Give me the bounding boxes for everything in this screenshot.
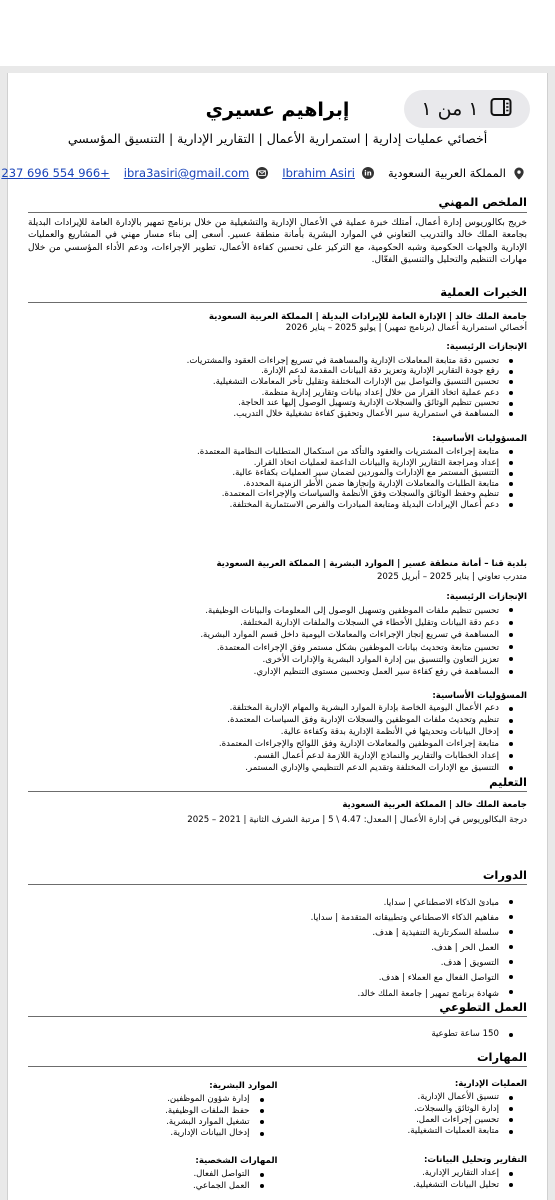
skills-list bbox=[28, 1094, 278, 1139]
list-item: التنسيق مع الإدارات المختلفة وتقديم الدعم التنظيمي والإداري المستمر. bbox=[28, 763, 517, 775]
linkedin-icon bbox=[362, 167, 374, 180]
list-item: تشغيل الموارد البشرية. bbox=[28, 1117, 268, 1128]
skills-row-1 bbox=[28, 1079, 527, 1139]
list-item: إدخال البيانات وتحديثها في الأنظمة الإدارية بدقة وكفاءة عالية. bbox=[28, 727, 517, 739]
list-item: شهادة برنامج تمهير | جامعة الملك خالد. bbox=[28, 987, 517, 1002]
skills-group-title: المهارات الشخصية: bbox=[195, 1156, 278, 1166]
list-item: متابعة الطلبات والمعاملات الإدارية وإنجازها ضمن الأطر الزمنية المحددة. bbox=[28, 479, 517, 490]
list-item: 150 ساعة تطوعية bbox=[28, 1029, 517, 1040]
achievements-title: الإنجازات الرئيسية: bbox=[446, 592, 527, 603]
skills-group bbox=[278, 1155, 528, 1192]
education-school: جامعة الملك خالد | المملكة العربية السعودية bbox=[342, 800, 527, 810]
list-item: العمل الحر | هدف. bbox=[28, 941, 517, 956]
responsibilities-title: المسؤوليات الأساسية: bbox=[432, 434, 527, 445]
summary-title: الملخص المهني bbox=[438, 195, 527, 209]
list-item: حفظ الملفات الوظيفية. bbox=[28, 1106, 268, 1117]
skills-group bbox=[278, 1079, 528, 1139]
list-item: متابعة العمليات التشغيلية. bbox=[278, 1126, 518, 1137]
divider bbox=[28, 302, 527, 303]
divider bbox=[28, 1066, 527, 1067]
list-item: متابعة إجراءات المشتريات والعقود والتأكد من استكمال المتطلبات النظامية المعتمدة. bbox=[28, 447, 517, 458]
summary-text: خريج بكالوريوس إدارة أعمال، أمتلك خبرة عملية في الأعمال الإدارية والتشغيلية من خلال برنامج تمهير بالإدارة العامة للإيرادات البديلة بجامعة الملك خالد والتدريب التعاوني في الموارد البشرية بأمانة منطقة عسير. أسعى إلى بناء مسار مهني في المشاريع والعمليات الإدارية والجهات الحكومية وشبه الحكومية، مع التركيز على تحسين كفاءة الأعمال، تطوير الإجراءات، ودعم الأداء المؤسسي من خلال مهارات التنظيم والتحليل والتنسيق الفعّال. bbox=[28, 218, 527, 265]
courses-list bbox=[28, 896, 527, 1002]
list-item: سلسلة السكرتارية التنفيذية | هدف. bbox=[28, 926, 517, 941]
volunteer-title: العمل التطوعي bbox=[439, 1000, 527, 1014]
divider bbox=[28, 1016, 527, 1017]
list-item: متابعة إجراءات الموظفين والمعاملات الإدارية وفق اللوائح والإجراءات المعتمدة. bbox=[28, 739, 517, 751]
phone-link[interactable]: +966 554 696 237 bbox=[1, 166, 110, 180]
skills-group bbox=[28, 1079, 278, 1139]
responsibilities-list bbox=[28, 703, 527, 774]
job-role: أخصائي استمرارية أعمال (برنامج تمهير) | يوليو 2025 – يناير 2026 bbox=[285, 322, 527, 333]
courses-title: الدورات bbox=[482, 868, 527, 882]
list-item: إعداد ومراجعة التقارير الإدارية والبيانات الداعمة لعمليات اتخاذ القرار. bbox=[28, 458, 517, 469]
job-2 bbox=[28, 559, 527, 775]
candidate-name: إبراهيم عسيري bbox=[205, 99, 350, 121]
list-item: إعداد الخطابات والتقارير والنماذج الإدارية اللازمة لدعم أعمال القسم. bbox=[28, 751, 517, 763]
list-item: تنسيق الأعمال الإدارية. bbox=[278, 1092, 518, 1103]
list-item: المساهمة في رفع كفاءة سير العمل وتحسين مستوى التنظيم الإداري. bbox=[28, 666, 517, 678]
skills-list bbox=[28, 1169, 278, 1192]
list-item: تحسين إجراءات العمل. bbox=[278, 1115, 518, 1126]
list-item: التنسيق المستمر مع الإدارات والموردين لضمان سير العمليات بكفاءة عالية. bbox=[28, 468, 517, 479]
list-item: تحليل البيانات التشغيلية. bbox=[278, 1180, 518, 1191]
list-item: التسويق | هدف. bbox=[28, 956, 517, 971]
list-item: التواصل الفعال مع العملاء | هدف. bbox=[28, 971, 517, 986]
email-icon bbox=[256, 167, 268, 180]
list-item: تحسين دقة متابعة المعاملات الإدارية والمساهمة في تسريع إجراءات العقود والمشتريات. bbox=[28, 356, 517, 367]
skills-group bbox=[28, 1155, 278, 1192]
list-item: تحسين تنظيم الوثائق والسجلات الإدارية وتسهيل الوصول إليها عند الحاجة. bbox=[28, 398, 517, 409]
contact-bar bbox=[1, 163, 525, 183]
job-org: بلدية قنا – أمانة منطقة عسير | الموارد البشرية | المملكة العربية السعودية bbox=[216, 559, 527, 569]
divider bbox=[28, 791, 527, 792]
experience-title: الخبرات العملية bbox=[440, 285, 527, 299]
list-item: دعم الأعمال اليومية الخاصة بإدارة الموارد البشرية والمهام الإدارية المختلفة. bbox=[28, 703, 517, 715]
skills-title: المهارات bbox=[477, 1050, 527, 1064]
list-item: رفع جودة التقارير الإدارية وتعزيز دقة البيانات المقدمة لدعم الإدارة. bbox=[28, 366, 517, 377]
volunteer-block bbox=[28, 1029, 527, 1040]
education-title: التعليم bbox=[489, 775, 527, 789]
achievements-title: الإنجازات الرئيسية: bbox=[446, 342, 527, 353]
job-1 bbox=[28, 312, 527, 511]
skills-group-title: التقارير وتحليل البيانات: bbox=[424, 1155, 527, 1165]
list-item: المساهمة في تسريع إنجاز الإجراءات والمعاملات اليومية داخل قسم الموارد البشرية. bbox=[28, 629, 517, 641]
list-item: العمل الجماعي. bbox=[28, 1181, 268, 1192]
email-link[interactable]: ibra3asiri@gmail.com bbox=[123, 166, 250, 180]
list-item: تحسين التنسيق والتواصل بين الإدارات المختلفة وتقليل تأخر المعاملات التشغيلية. bbox=[28, 377, 517, 388]
list-item: دعم عملية اتخاذ القرار من خلال إعداد بيانات وتقارير إدارية منظمة. bbox=[28, 388, 517, 399]
page-counter-text: ١ من ١ bbox=[421, 98, 479, 120]
education-degree: درجة البكالوريوس في إدارة الأعمال | المعدل: 4.47 \ 5 | مرتبة الشرف الثانية | 2021 – 2025 bbox=[187, 815, 527, 825]
list-item: إدخال البيانات الإدارية. bbox=[28, 1128, 268, 1139]
list-item: التواصل الفعال. bbox=[28, 1169, 268, 1180]
skills-group-title: الموارد البشرية: bbox=[209, 1081, 278, 1091]
responsibilities-title: المسؤوليات الأساسية: bbox=[432, 690, 527, 701]
job-role: متدرب تعاوني | يناير 2025 – أبريل 2025 bbox=[376, 571, 527, 582]
skills-row-2 bbox=[28, 1155, 527, 1192]
achievements-list bbox=[28, 356, 527, 420]
list-item: تعزيز التعاون والتنسيق بين إدارة الموارد البشرية والإدارات الأخرى. bbox=[28, 654, 517, 666]
list-item: المساهمة في استمرارية سير الأعمال وتحقيق كفاءة تشغيلية خلال التدريب. bbox=[28, 409, 517, 420]
contact-location: المملكة العربية السعودية bbox=[388, 166, 506, 180]
location-pin-icon bbox=[513, 167, 525, 180]
linkedin-link[interactable]: Ibrahim Asiri bbox=[282, 166, 355, 180]
list-item: تنظيم وتحديث ملفات الموظفين والسجلات الإدارية وفق السياسات المعتمدة. bbox=[28, 715, 517, 727]
list-item: إدارة شؤون الموظفين. bbox=[28, 1094, 268, 1105]
education-block bbox=[28, 799, 527, 827]
divider bbox=[28, 884, 527, 885]
volunteer-list bbox=[28, 1029, 527, 1040]
courses-block bbox=[28, 896, 527, 1002]
list-item: إدارة الوثائق والسجلات. bbox=[278, 1104, 518, 1115]
responsibilities-list bbox=[28, 447, 527, 511]
skills-group-title: العمليات الإدارية: bbox=[454, 1079, 527, 1089]
skills-list bbox=[278, 1092, 528, 1137]
list-item: تنظيم وحفظ الوثائق والسجلات وفق الأنظمة والسياسات والإجراءات المعتمدة. bbox=[28, 489, 517, 500]
headline: أخصائي عمليات إدارية | استمرارية الأعمال | التقارير الإدارية | التنسيق المؤسسي bbox=[67, 131, 488, 146]
list-item: دعم أعمال الإيرادات البديلة ومتابعة المبادرات والفرص الاستثمارية المختلفة. bbox=[28, 500, 517, 511]
svg-text:in: in bbox=[364, 169, 372, 178]
list-item: تحسين تنظيم ملفات الموظفين وتسهيل الوصول إلى المعلومات والبيانات الوظيفية. bbox=[28, 605, 517, 617]
divider bbox=[28, 212, 527, 213]
skills-list bbox=[278, 1168, 528, 1191]
list-item: مفاهيم الذكاء الاصطناعي وتطبيقاته المتقدمة | سدايا. bbox=[28, 911, 517, 926]
list-item: دعم دقة البيانات وتقليل الأخطاء في السجلات والملفات الإدارية المختلفة. bbox=[28, 617, 517, 629]
list-item: تحسين متابعة وتحديث بيانات الموظفين بشكل مستمر وفق الإجراءات المعتمدة. bbox=[28, 642, 517, 654]
achievements-list bbox=[28, 605, 527, 679]
list-item: إعداد التقارير الإدارية. bbox=[278, 1168, 518, 1179]
job-org: جامعة الملك خالد | الإدارة العامة للإيرادات البديلة | المملكة العربية السعودية bbox=[208, 312, 527, 322]
viewer-top-bar bbox=[0, 0, 555, 66]
list-item: مبادئ الذكاء الاصطناعي | سدايا. bbox=[28, 896, 517, 911]
